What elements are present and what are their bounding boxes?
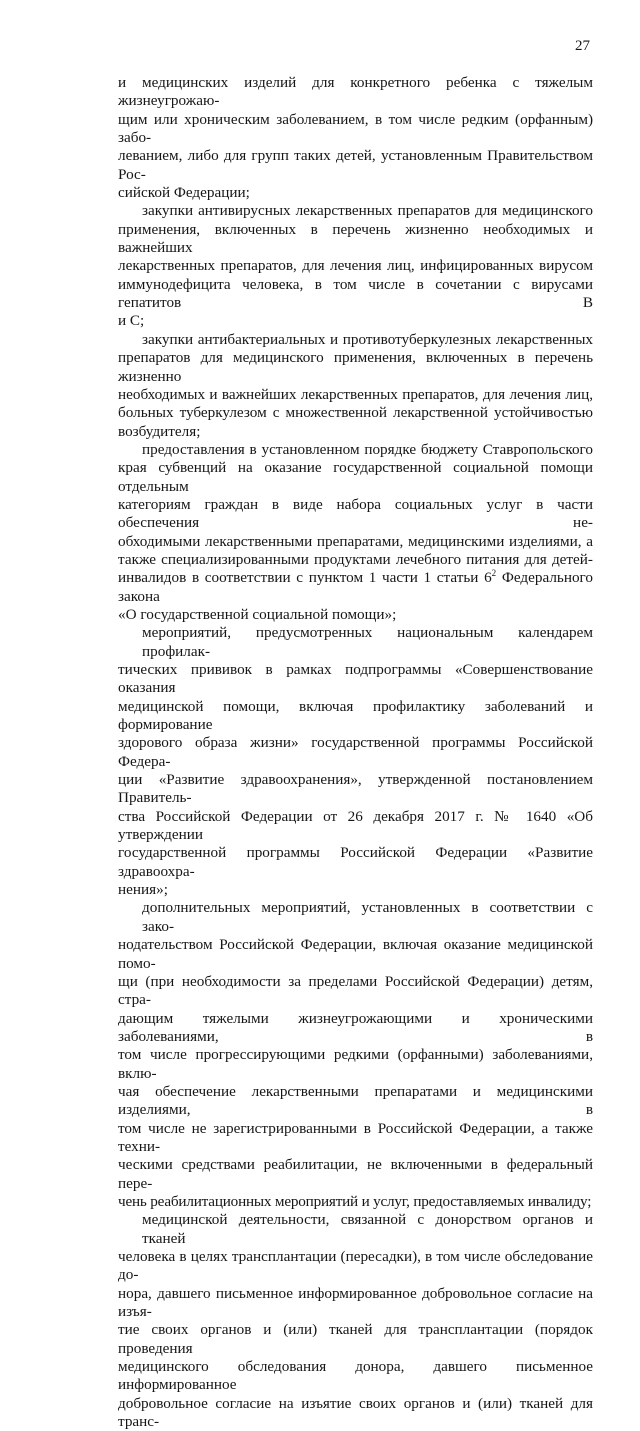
text-line: здорового образа жизни» государственной программы Российской Федера-: [118, 734, 593, 770]
paragraph-3: [118, 331, 593, 441]
text-line: возбудителя;: [118, 422, 201, 440]
text-line: ства Российской Федерации от 26 декабря 2017 г. № 1640 «Об утверждении: [118, 807, 593, 844]
text-line: предоставления в установленном порядке бюджету Ставропольского: [142, 440, 593, 458]
text-line: медицинской помощи, включая профилактику заболеваний и формирование: [118, 697, 593, 734]
text-line: нодательством Российской Федерации, включая оказание медицинской помо-: [118, 936, 593, 972]
text-line: больных туберкулезом с множественной лекарственной устойчивостью: [118, 404, 593, 422]
text-line: медицинской деятельности, связанной с донорством органов и тканей: [142, 1211, 593, 1247]
text-line: категориям граждан в виде набора социальных услуг в части обеспечения не-: [118, 495, 593, 532]
text-line: медицинского обследования донора, давшего письменное информированное: [118, 1358, 593, 1394]
text-line: закупки антивирусных лекарственных препаратов для медицинского: [142, 202, 593, 220]
text-line: щи (при необходимости за пределами Российской Федерации) детям, стра-: [118, 972, 593, 1009]
paragraph-5: [118, 624, 593, 899]
text-line-with-superscript: [118, 569, 593, 606]
text-line: и медицинских изделий для конкретного ребенка с тяжелым жизнеугрожаю-: [118, 74, 593, 110]
text-line: края субвенций на оказание государственной социальной помощи отдельным: [118, 459, 593, 495]
text-line: мероприятий, предусмотренных национальным календарем профилак-: [142, 624, 593, 660]
text-line: обходимыми лекарственными препаратами, медицинскими изделиями, а: [118, 532, 593, 550]
text-line: также специализированными продуктами лечебного питания для детей-: [118, 550, 593, 568]
document-body: [118, 74, 593, 1431]
text-line: том числе прогрессирующими редкими (орфанными) заболеваниями, вклю-: [118, 1046, 593, 1082]
text-line: применения, включенных в перечень жизненно необходимых и важнейших: [118, 220, 593, 257]
paragraph-6: [118, 899, 593, 1211]
text-line: сийской Федерации;: [118, 184, 250, 202]
text-segment: Федерального закона: [118, 569, 593, 605]
text-segment: инвалидов в соответствии с пунктом 1 части 1 статьи 6: [118, 569, 492, 587]
text-line: тие своих органов и (или) тканей для трансплантации (порядок проведения: [118, 1321, 593, 1357]
paragraph-1: [118, 74, 593, 202]
paragraph-4: [118, 441, 593, 624]
text-line: ческими средствами реабилитации, не включенными в федеральный пере-: [118, 1156, 593, 1192]
text-line: чая обеспечение лекарственными препаратами и медицинскими изделиями, в: [118, 1082, 593, 1119]
paragraph-2: [118, 202, 593, 330]
text-line: чень реабилитационных мероприятий и услуг, предоставляемых инвалиду;: [118, 1192, 592, 1210]
text-line: дающим тяжелыми жизнеугрожающими и хроническими заболеваниями, в: [118, 1009, 593, 1045]
text-line: том числе не зарегистрированными в Российской Федерации, а также техни-: [118, 1119, 593, 1155]
text-line: и С;: [118, 312, 145, 330]
text-line: добровольное согласие на изъятие своих органов и (или) тканей для транс-: [118, 1394, 593, 1431]
text-line: дополнительных мероприятий, установленных в соответствии с зако-: [142, 899, 593, 935]
text-line: «О государственной социальной помощи»;: [118, 605, 397, 623]
text-line: нора, давшего письменное информированное добровольное согласие на изъя-: [118, 1284, 593, 1321]
page-number: 27: [575, 38, 590, 54]
text-line: иммунодефицита человека, в том числе в сочетании с вирусами гепатитов В: [118, 275, 593, 312]
text-line: ции «Развитие здравоохранения», утвержденной постановлением Правитель-: [118, 771, 593, 807]
text-line: леванием, либо для групп таких детей, установленным Правительством Рос-: [118, 147, 593, 183]
text-line: закупки антибактериальных и противотуберкулезных лекарственных: [142, 330, 593, 348]
paragraph-7: [118, 1211, 593, 1431]
text-line: государственной программы Российской Федерации «Развитие здравоохра-: [118, 844, 593, 880]
text-line: лекарственных препаратов, для лечения лиц, инфицированных вирусом: [118, 257, 593, 275]
text-line: необходимых и важнейших лекарственных препаратов, для лечения лиц,: [118, 385, 593, 403]
text-line: тических прививок в рамках подпрограммы «Совершенствование оказания: [118, 661, 593, 697]
text-line: щим или хроническим заболеванием, в том числе редким (орфанным) забо-: [118, 110, 593, 147]
text-line: препаратов для медицинского применения, включенных в перечень жизненно: [118, 349, 593, 385]
text-line: нения»;: [118, 881, 168, 899]
text-line: человека в целях трансплантации (пересадки), в том числе обследование до-: [118, 1248, 593, 1284]
superscript: 2: [491, 568, 497, 579]
